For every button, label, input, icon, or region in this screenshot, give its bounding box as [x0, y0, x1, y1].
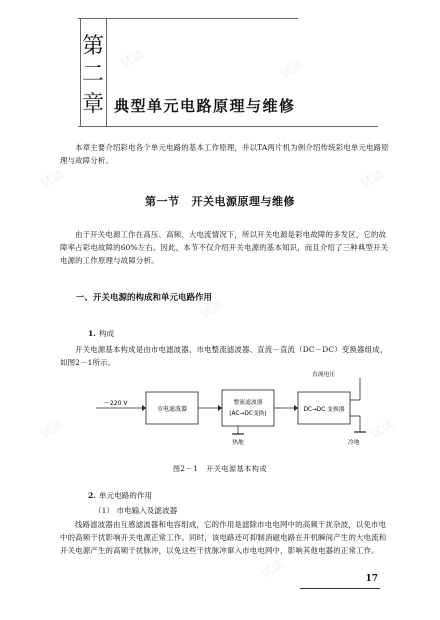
input-arrow-icon: [142, 405, 146, 411]
watermark: 试读: [278, 56, 307, 81]
power-supply-block-diagram: [96, 368, 366, 453]
arrow-2-3-icon: [294, 405, 298, 411]
block2-label-1: 整流滤波器: [233, 400, 263, 406]
section-number: 第一节: [145, 195, 180, 208]
header-rule: [78, 18, 298, 19]
output-label: 直流电压: [312, 372, 336, 378]
watermark: 试读: [38, 166, 67, 191]
footer-rule: [300, 588, 380, 589]
chapter-title: 典型单元电路原理与维修: [114, 97, 296, 115]
item1-number: 1.: [88, 329, 96, 338]
section-heading: [0, 193, 440, 209]
arrow-1-2-icon: [218, 405, 222, 411]
chapter-box-left-rule: [80, 18, 81, 126]
watermark: 试读: [38, 416, 67, 441]
input-label: ～220 V: [104, 400, 128, 407]
page-number: 17: [365, 574, 378, 584]
chapter-bottom-rule: [78, 126, 378, 127]
cold-ground-label: 冷地: [348, 440, 360, 446]
item2-number: 2.: [88, 491, 96, 500]
item2-label: 单元电路的作用: [98, 491, 153, 500]
watermark: 试读: [198, 296, 227, 321]
section-title: 开关电源原理与维修: [191, 195, 295, 208]
chapter-char-2: 二: [82, 62, 105, 87]
block1-label: 市电滤波器: [156, 406, 188, 413]
item2-subheading: （1） 市电输入及滤波器: [94, 506, 178, 515]
figure-number: 图2－1: [172, 465, 199, 473]
item2-paragraph: 线路滤波器由互感滤波器和电容组成，它的作用是滤除市电电网中的高频干扰杂波，以免市电中的高频干扰影响开关电源正常工作。同时，该电路还可抑制消磁电路在开机瞬间产生的大电流和开关电源产生的高频干扰脉冲，以免这些干扰脉冲窜入市电电网中，影响其他电器的正常工作。: [60, 520, 387, 555]
watermark: 试读: [358, 166, 387, 191]
item1-label: 构成: [98, 329, 115, 338]
block2-label-2: (AC→DC变换): [229, 411, 267, 417]
figure-caption: [0, 464, 440, 474]
chapter-char-1: 第: [82, 34, 105, 59]
section-paragraph: 由于开关电源工作在高压、高频、大电流情况下，所以开关电源是彩电故障的多发区，它的故障率占彩电故障的60%左右。因此，本节不仅介绍开关电源的基本知识，而且介绍了三种典型开关电源的工作原理与故障分析。: [60, 230, 389, 265]
intro-paragraph: 本章主要介绍彩电各个单元电路的基本工作原理，并以TA两片机为例介绍传统彩电单元电路原理与故障分析。: [60, 143, 389, 165]
chapter-char-3: 章: [82, 92, 105, 117]
watermark: 试读: [368, 416, 397, 441]
item1-heading: [88, 328, 114, 339]
hot-ground-label: 热地: [232, 440, 244, 446]
chapter-box-right-rule: [106, 18, 107, 126]
item2-heading: [88, 490, 152, 501]
item1-paragraph: 开关电源基本构成是由市电滤波器、市电整流滤波器、直流－直流（DC－DC）变换器组成，如图2－1所示。: [60, 345, 388, 367]
block3-label: DC→DC 变换器: [303, 407, 345, 413]
watermark: 试读: [258, 556, 287, 581]
block-rectifier-filter: [222, 390, 274, 426]
figure-title: 开关电源基本构成: [206, 465, 268, 473]
subsection-heading: 一、开关电源的构成和单元电路作用: [76, 293, 213, 303]
watermark: 试读: [118, 46, 147, 71]
